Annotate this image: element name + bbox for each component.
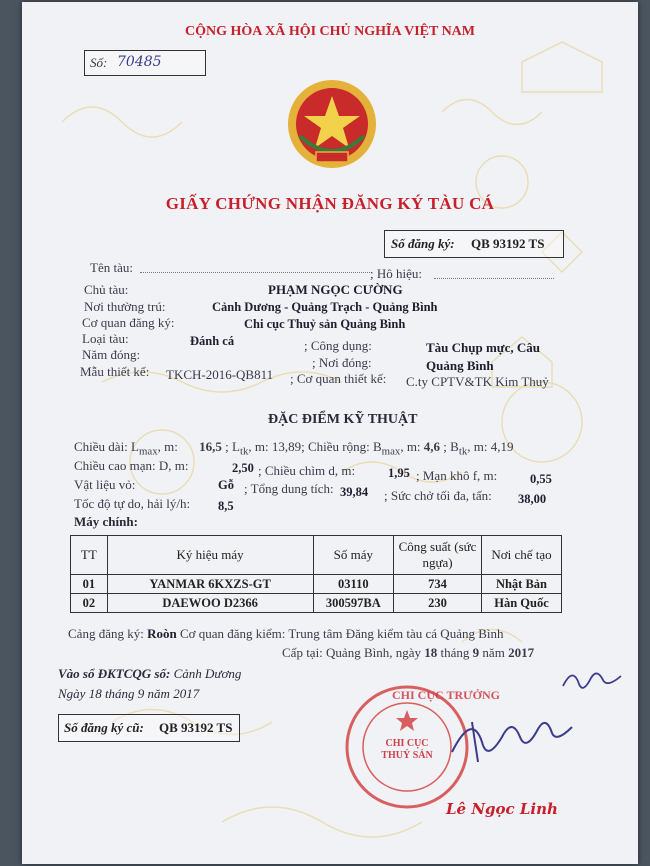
draft-value: 1,95	[388, 466, 410, 480]
certificate-sheet	[22, 2, 638, 864]
year-label: Năm đóng:	[82, 347, 141, 362]
specs-title: ĐẶC ĐIỂM KỸ THUẬT	[268, 412, 418, 427]
hull-value: Gỗ	[218, 478, 234, 492]
type-label: Loại tàu:	[82, 331, 129, 346]
engine-index: 01	[71, 575, 108, 594]
issued-month-label: tháng	[440, 645, 470, 660]
engine-index: 02	[71, 594, 108, 613]
inspection-label: Cơ quan đăng kiểm:	[179, 626, 286, 641]
use-value: Tàu Chụp mực, Câu	[426, 340, 540, 355]
engine-serial: 300597BA	[313, 594, 394, 613]
btk-label: ; B	[443, 439, 459, 454]
btk-unit: , m:	[467, 439, 488, 454]
engine-power: 230	[394, 594, 482, 613]
inspection-value: Trung tâm Đăng kiểm tàu cá Quảng Bình	[288, 626, 504, 641]
speed-label: Tốc độ tự do, hải lý/h:	[74, 496, 191, 511]
book-date: Ngày 18 tháng 9 năm 2017	[58, 686, 200, 701]
design-label: Mẫu thiết kế:	[80, 364, 150, 379]
engine-model: DAEWOO D2366	[107, 594, 313, 613]
speed-value: 8,5	[218, 499, 234, 513]
type-value: Đánh cá	[190, 334, 235, 348]
number-value: 70485	[117, 54, 162, 70]
call-sign-label: ; Hô hiệu:	[370, 266, 422, 281]
ltk-unit: , m:	[248, 439, 269, 454]
lmax-unit: , m:	[157, 439, 178, 454]
tonnage-value: 39,84	[340, 485, 369, 499]
engine-origin: Hàn Quốc	[481, 594, 561, 613]
agency-label: Cơ quan đăng ký:	[82, 315, 175, 330]
issued-year-label: năm	[482, 645, 505, 660]
owner-value: PHẠM NGỌC CƯỜNG	[268, 282, 403, 297]
issued-line	[282, 645, 534, 661]
bmax-label: ; Chiều rộng: B	[301, 439, 382, 454]
bmax-sub: max	[381, 445, 401, 458]
old-registration-box	[58, 714, 240, 742]
national-emblem-icon	[286, 78, 378, 170]
col-header-power: Công suất (sức ngựa)	[394, 536, 482, 575]
issued-day-label: , ngày	[389, 645, 422, 660]
issued-year: 2017	[508, 645, 535, 660]
engine-origin: Nhật Bản	[481, 575, 561, 594]
freeboard-label: ; Mạn khô f, m:	[416, 468, 498, 483]
issued-place: Quảng Bình	[326, 645, 390, 660]
specs-line-dimensions	[74, 439, 514, 458]
certificate-title: GIẤY CHỨNG NHẬN ĐĂNG KÝ TÀU CÁ	[165, 194, 495, 213]
reg-number-value: QB 93192 TS	[471, 236, 545, 251]
capacity-label: ; Sức chở tối đa, tấn:	[384, 488, 492, 503]
col-header-index: TT	[71, 536, 108, 575]
draft-label: ; Chiều chìm d, m:	[258, 463, 356, 478]
initials-icon	[558, 662, 628, 698]
lmax-label: Chiều dài: L	[74, 439, 139, 454]
depth-value: 2,50	[232, 461, 254, 475]
old-reg-value: QB 93192 TS	[159, 720, 233, 735]
col-header-model: Ký hiệu máy	[107, 536, 313, 575]
book-line	[58, 666, 241, 682]
bmax-value: 4,6	[423, 439, 441, 454]
reg-number-label: Số đăng ký:	[391, 236, 455, 251]
ltk-sub: tk	[239, 445, 249, 458]
design-agency-value: C.ty CPTV&TK Kim Thuỷ	[406, 374, 549, 389]
col-header-serial: Số máy	[313, 536, 394, 575]
engine-model: YANMAR 6KXZS-GT	[107, 575, 313, 594]
engine-label: Máy chính:	[74, 514, 138, 529]
table-row	[71, 575, 562, 594]
book-value: Cảnh Dương	[173, 666, 242, 681]
tonnage-label: ; Tổng dung tích:	[244, 481, 334, 496]
bmax-unit: , m:	[400, 439, 421, 454]
residence-value: Cảnh Dương - Quảng Trạch - Quảng Bình	[212, 300, 438, 314]
freeboard-value: 0,55	[530, 472, 552, 486]
btk-sub: tk	[458, 445, 468, 458]
ship-name-dots	[140, 272, 372, 273]
design-agency-label: ; Cơ quan thiết kế:	[290, 371, 387, 386]
number-label: Số:	[90, 55, 108, 70]
agency-value: Chi cục Thuỷ sản Quảng Bình	[244, 317, 406, 331]
ltk-value: 13,89	[271, 439, 302, 454]
stamp-title: CHI CỤC TRƯỞNG	[392, 688, 501, 702]
signer-name: Lê Ngọc Linh	[446, 800, 558, 818]
residence-label: Nơi thường trú:	[84, 299, 166, 314]
issued-label: Cấp tại:	[282, 645, 323, 660]
place-value: Quảng Bình	[426, 358, 494, 373]
design-value: TKCH-2016-QB811	[166, 367, 274, 382]
national-title: CỘNG HÒA XÃ HỘI CHỦ NGHĨA VIỆT NAM	[184, 24, 475, 39]
book-label: Vào sổ ĐKTCQG số:	[58, 666, 171, 681]
port-line	[68, 626, 504, 642]
capacity-value: 38,00	[518, 492, 547, 506]
owner-label: Chủ tàu:	[84, 282, 129, 297]
issued-day: 18	[424, 645, 438, 660]
stamp-center-text: CHI CỤC THUỶ SẢN	[381, 738, 433, 761]
engine-power: 734	[394, 575, 482, 594]
lmax-value: 16,5	[199, 439, 222, 454]
col-header-origin: Nơi chế tạo	[481, 536, 561, 575]
registration-number-box	[384, 230, 564, 258]
engine-table-header	[71, 536, 562, 575]
port-value: Roòn	[147, 626, 177, 641]
engine-table	[70, 535, 562, 613]
call-sign-dots	[434, 278, 554, 279]
place-label: ; Nơi đóng:	[312, 355, 372, 370]
use-label: ; Công dụng:	[304, 338, 372, 353]
depth-label: Chiều cao mạn: D, m:	[74, 458, 189, 473]
number-box	[84, 50, 206, 76]
ltk-label: ; L	[225, 439, 240, 454]
port-label: Cảng đăng ký:	[68, 626, 144, 641]
lmax-sub: max	[139, 445, 158, 458]
hull-label: Vật liệu vỏ:	[74, 477, 136, 492]
btk-value: 4,19	[490, 439, 514, 454]
ship-name-label: Tên tàu:	[90, 260, 133, 275]
old-reg-label: Số đăng ký cũ:	[64, 720, 144, 735]
table-row	[71, 594, 562, 613]
engine-serial: 03110	[313, 575, 394, 594]
issued-month: 9	[472, 645, 480, 660]
signature-icon	[442, 702, 592, 772]
